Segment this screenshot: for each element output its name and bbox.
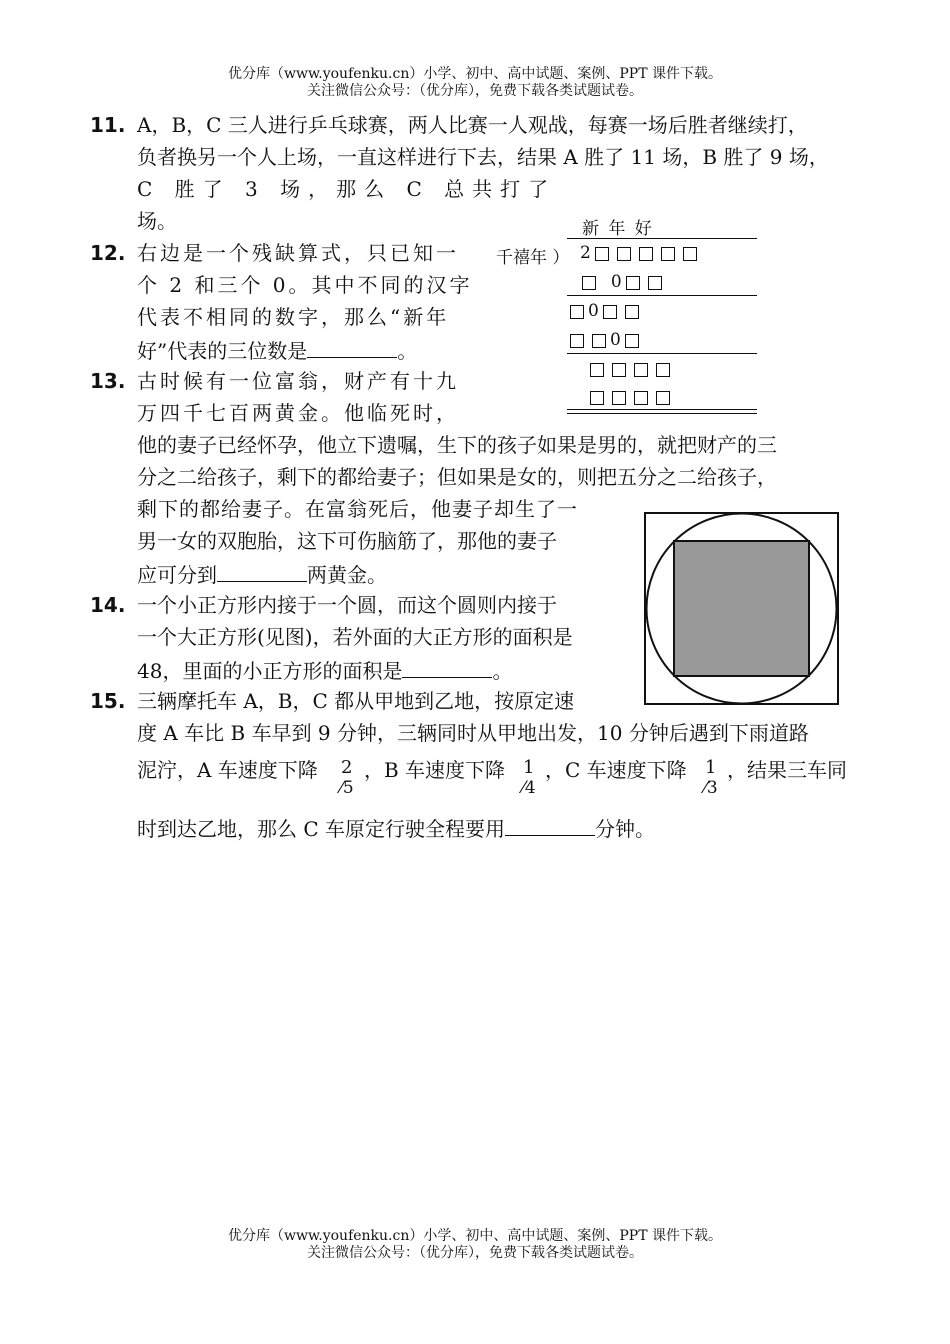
q13-answer-blank[interactable] <box>217 561 307 582</box>
header-line-2: 关注微信公众号：（优分库），免费下载各类试题试卷。 <box>307 83 643 99</box>
frac-c-numerator: 1 <box>705 757 717 778</box>
puzzle-row-dividend <box>580 243 701 263</box>
q13-line-7 <box>137 561 387 587</box>
q13-line-7-end: 两黄金。 <box>307 563 387 587</box>
q15-line-3a: 泥泞，A 车速度下降 <box>137 758 318 782</box>
inner-shaded-square <box>674 541 809 676</box>
puzzle-row-3 <box>566 301 643 321</box>
q14-line-3-text: 48，里面的小正方形的面积是 <box>137 659 403 683</box>
page-footer <box>0 1228 950 1262</box>
q15-line-3b: ，B 车速度下降 <box>364 758 506 782</box>
puzzle-digit-2: 2 <box>580 243 591 263</box>
q15-line-2: 度 A 车比 B 车早到 9 分钟，三辆同时从甲地出发，10 分钟后遇到下雨道路 <box>137 721 809 745</box>
q14-line-3-end: 。 <box>492 659 513 683</box>
q15-line-1: 三辆摩托车 A，B，C 都从甲地到乙地，按原定速 <box>137 689 575 713</box>
q15-number: 15. <box>90 689 126 713</box>
q12-line-3: 代表不相同的数字，那么“新年 <box>137 305 450 329</box>
frac-c-den-text: 3 <box>706 778 718 798</box>
q13-line-4: 分之二给孩子，剩下的都给妻子；但如果是女的，则把五分之二给孩子， <box>137 465 777 489</box>
q13-line-6: 男一女的双胞胎，这下可伤脑筋了，那他的妻子 <box>137 529 557 553</box>
puzzle-bar-3 <box>567 353 757 354</box>
puzzle-double-bar <box>567 409 757 414</box>
q12-line-1: 右边是一个残缺算式，只已知一 <box>137 241 459 265</box>
frac-b-den-text: 4 <box>524 778 536 798</box>
q11-line-4: 场。 <box>137 209 177 233</box>
q11-line-1: A，B，C 三人进行乒乓球赛，两人比赛一人观战，每赛一场后胜者继续打， <box>137 113 808 137</box>
puzzle-zero-2: 0 <box>588 301 599 321</box>
puzzle-row-4 <box>566 330 643 350</box>
q14-line-3 <box>137 657 512 683</box>
q13-line-2: 万四千七百两黄金。他临死时， <box>137 401 459 425</box>
q12-number: 12. <box>90 241 126 265</box>
q13-line-5: 剩下的都给妻子。在富翁死后，他妻子却生了一 <box>137 497 578 521</box>
q15-answer-blank[interactable] <box>505 815 595 836</box>
puzzle-bar-2 <box>567 295 757 296</box>
page-header <box>0 66 950 100</box>
inscribed-square-figure <box>644 512 840 706</box>
frac-b-denominator: ⁄4 <box>522 778 536 798</box>
frac-c-denominator: ⁄3 <box>704 778 718 798</box>
puzzle-zero-1: 0 <box>610 272 622 292</box>
q12-line-4 <box>137 337 417 363</box>
q15-line-4 <box>137 815 655 841</box>
frac-a-numerator: 2 <box>341 757 353 778</box>
q15-line-3c: ，C 车速度下降 <box>545 758 687 782</box>
q14-line-1: 一个小正方形内接于一个圆，而这个圆则内接于 <box>137 593 557 617</box>
q12-line-4-text: 好”代表的三位数是 <box>137 339 308 363</box>
puzzle-zero-3: 0 <box>610 330 621 350</box>
frac-b-numerator: 1 <box>523 757 535 778</box>
q11-line-2: 负者换另一个人上场，一直这样进行下去，结果 A 胜了 11 场，B 胜了 9 场， <box>137 145 829 169</box>
q14-line-2: 一个大正方形(见图)，若外面的大正方形的面积是 <box>137 625 573 649</box>
q13-line-3: 他的妻子已经怀孕，他立下遗嘱，生下的孩子如果是男的，就把财产的三 <box>137 433 777 457</box>
puzzle-divisor-text: 千禧年 <box>496 248 547 268</box>
q15-line-4-end: 分钟。 <box>595 817 656 841</box>
header-line-1: 优分库（www.youfenku.cn）小学、初中、高中试题、案例、PPT 课件下载。 <box>227 66 722 82</box>
q12-answer-blank[interactable] <box>307 337 397 358</box>
q13-line-1: 古时候有一位富翁，财产有十九 <box>137 369 459 393</box>
puzzle-row-5 <box>586 359 674 379</box>
puzzle-row-2 <box>578 272 666 292</box>
q11-number: 11. <box>90 113 126 137</box>
frac-a-den-text: 5 <box>342 778 354 798</box>
puzzle-divisor: 千禧年 ） <box>496 248 570 268</box>
q14-answer-blank[interactable] <box>402 657 492 678</box>
puzzle-row-6 <box>586 387 674 407</box>
q15-line-3d: ，结果三车同 <box>727 758 847 782</box>
q13-number: 13. <box>90 369 126 393</box>
footer-line-2: 关注微信公众号：（优分库），免费下载各类试题试卷。 <box>307 1245 643 1261</box>
q12-line-4-end: 。 <box>397 339 418 363</box>
puzzle-bar-top <box>567 238 757 239</box>
footer-line-1: 优分库（www.youfenku.cn）小学、初中、高中试题、案例、PPT 课件下载。 <box>227 1228 722 1244</box>
q12-line-2: 个 2 和三个 0。其中不同的汉字 <box>137 273 473 297</box>
q14-number: 14. <box>90 593 126 617</box>
q15-line-4-text: 时到达乙地，那么 C 车原定行驶全程要用 <box>137 817 506 841</box>
frac-a-denominator: ⁄5 <box>340 778 354 798</box>
q11-line-3: C 胜了 3 场，那么 C 总共打了 <box>137 177 557 201</box>
puzzle-quotient: 新 年 好 <box>582 219 654 239</box>
q13-line-7-text: 应可分到 <box>137 563 217 587</box>
